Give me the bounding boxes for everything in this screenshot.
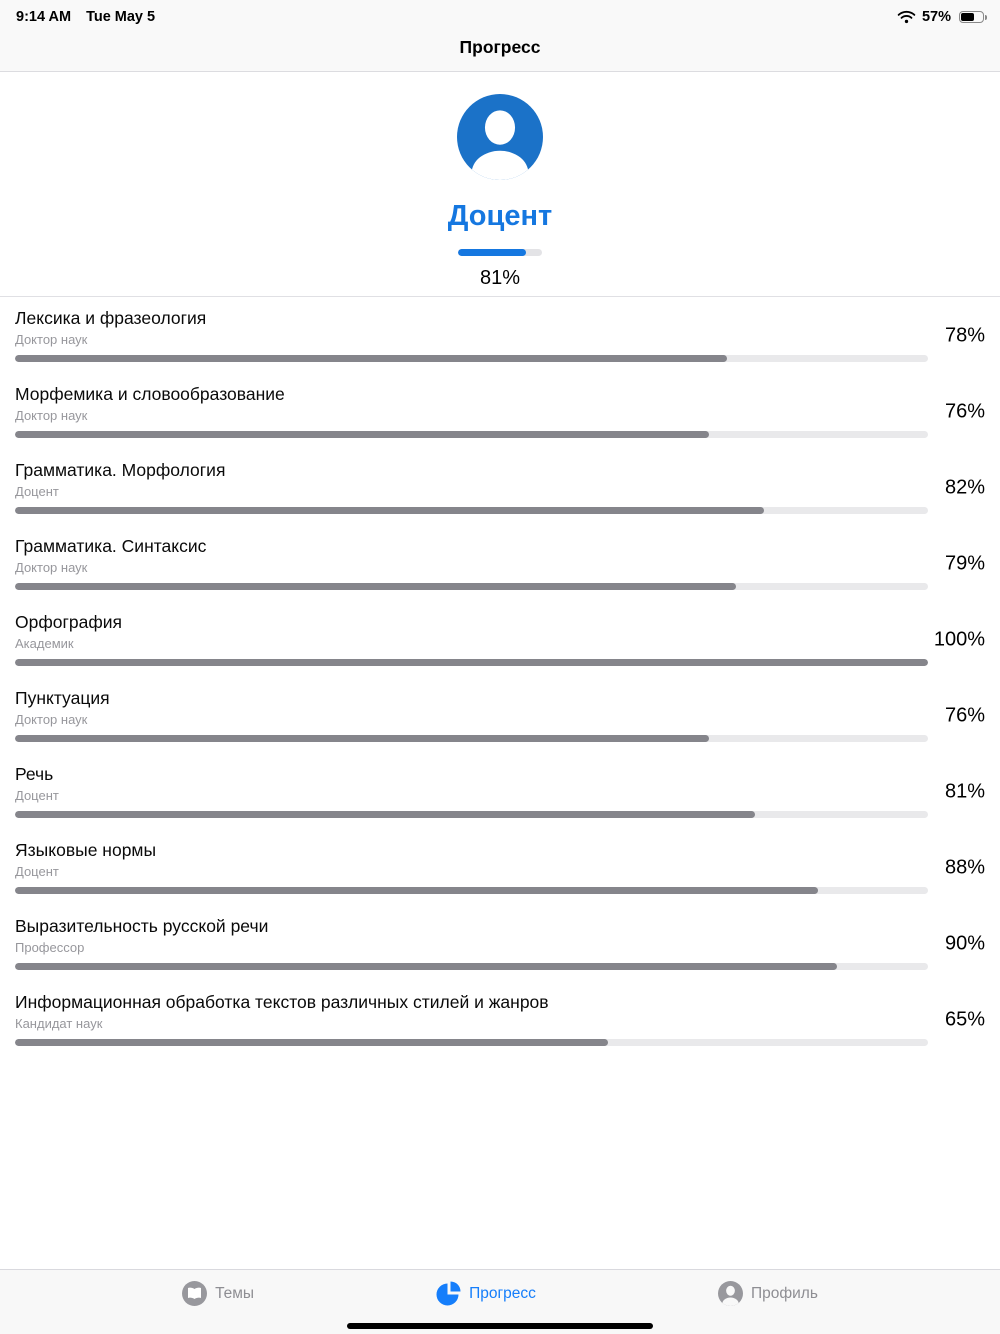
topic-percent-label: 78% (944, 324, 985, 347)
battery-fill (961, 13, 974, 22)
topic-title: Грамматика. Морфология (15, 460, 226, 480)
topic-percent-label: 82% (944, 476, 985, 499)
topic-title: Речь (15, 764, 54, 784)
topics-list (0, 298, 1000, 1058)
topic-progress-fill (15, 735, 709, 742)
profile-avatar-icon (457, 94, 543, 180)
topic-percent-label: 88% (944, 856, 985, 879)
topic-progress-bar (15, 963, 928, 970)
topic-progress-bar (15, 1039, 928, 1046)
topic-title: Пунктуация (15, 688, 110, 708)
book-circle-icon (182, 1281, 207, 1306)
topic-progress-bar (15, 355, 928, 362)
topic-title: Выразительность русской речи (15, 916, 269, 936)
topic-row (0, 982, 1000, 1058)
topic-row (0, 298, 1000, 374)
topic-progress-fill (15, 583, 736, 590)
topic-title: Грамматика. Синтаксис (15, 536, 207, 556)
topic-row (0, 754, 1000, 830)
topic-progress-fill (15, 431, 709, 438)
wifi-icon (897, 10, 916, 24)
profile-progress-fill (458, 249, 526, 256)
topic-progress-bar (15, 431, 928, 438)
battery-icon (959, 11, 984, 24)
tab-profile-label: Профиль (750, 1284, 818, 1302)
topic-rank-label: Доктор наук (15, 712, 88, 727)
topic-row (0, 678, 1000, 754)
topic-title: Морфемика и словообразование (15, 384, 285, 404)
topic-row (0, 830, 1000, 906)
topic-progress-bar (15, 507, 928, 514)
topic-title: Орфография (15, 612, 122, 632)
topic-progress-bar (15, 887, 928, 894)
topic-title: Лексика и фразеология (15, 308, 207, 328)
topic-progress-bar (15, 583, 928, 590)
status-left (16, 9, 155, 25)
topic-progress-fill (15, 963, 837, 970)
status-right (897, 9, 984, 25)
status-bar (0, 0, 1000, 26)
profile-percent-label: 81% (479, 267, 521, 289)
topic-title: Языковые нормы (15, 840, 157, 860)
topic-percent-label: 65% (944, 1008, 985, 1031)
topic-percent-label: 90% (944, 932, 985, 955)
tab-progress[interactable] (436, 1281, 536, 1306)
topic-row (0, 526, 1000, 602)
topic-progress-bar (15, 659, 928, 666)
topic-rank-label: Доктор наук (15, 408, 88, 423)
topic-rank-label: Доцент (15, 484, 59, 499)
topic-progress-bar (15, 811, 928, 818)
tab-progress-label: Прогресс (469, 1284, 536, 1302)
topic-percent-label: 76% (944, 704, 985, 727)
battery-percent-label: 57% (921, 9, 951, 25)
topic-rank-label: Доктор наук (15, 332, 88, 347)
topic-progress-fill (15, 1039, 608, 1046)
topic-rank-label: Доцент (15, 788, 59, 803)
topic-percent-label: 100% (933, 628, 985, 651)
topic-progress-fill (15, 887, 818, 894)
pie-chart-icon (436, 1281, 461, 1306)
topic-progress-fill (15, 811, 755, 818)
topic-row (0, 602, 1000, 678)
profile-rank-label: Доцент (447, 200, 553, 232)
status-date: Tue May 5 (86, 9, 156, 25)
topic-rank-label: Академик (15, 636, 74, 651)
topic-progress-bar (15, 735, 928, 742)
topic-rank-label: Профессор (15, 940, 85, 955)
topic-row (0, 450, 1000, 526)
topic-row (0, 906, 1000, 982)
profile-progress-bar (458, 249, 542, 256)
topic-rank-label: Кандидат наук (15, 1016, 103, 1031)
navigation-bar (0, 0, 1000, 72)
person-circle-icon (718, 1281, 743, 1306)
battery-nub (985, 15, 988, 20)
topic-percent-label: 79% (944, 552, 985, 575)
profile-summary (0, 72, 1000, 297)
topic-title: Информационная обработка текстов различных стилей и жанров (15, 992, 549, 1012)
status-time: 9:14 AM (16, 9, 72, 25)
topic-row (0, 374, 1000, 450)
topic-progress-fill (15, 659, 928, 666)
tab-topics-label: Темы (215, 1284, 255, 1302)
topic-rank-label: Доктор наук (15, 560, 88, 575)
topic-progress-fill (15, 355, 727, 362)
topic-percent-label: 81% (944, 780, 985, 803)
tab-profile[interactable] (718, 1281, 818, 1306)
topic-progress-fill (15, 507, 764, 514)
tab-topics[interactable] (182, 1281, 254, 1306)
topic-percent-label: 76% (944, 400, 985, 423)
home-indicator[interactable] (347, 1323, 653, 1329)
topic-rank-label: Доцент (15, 864, 59, 879)
page-title: Прогресс (459, 37, 541, 57)
